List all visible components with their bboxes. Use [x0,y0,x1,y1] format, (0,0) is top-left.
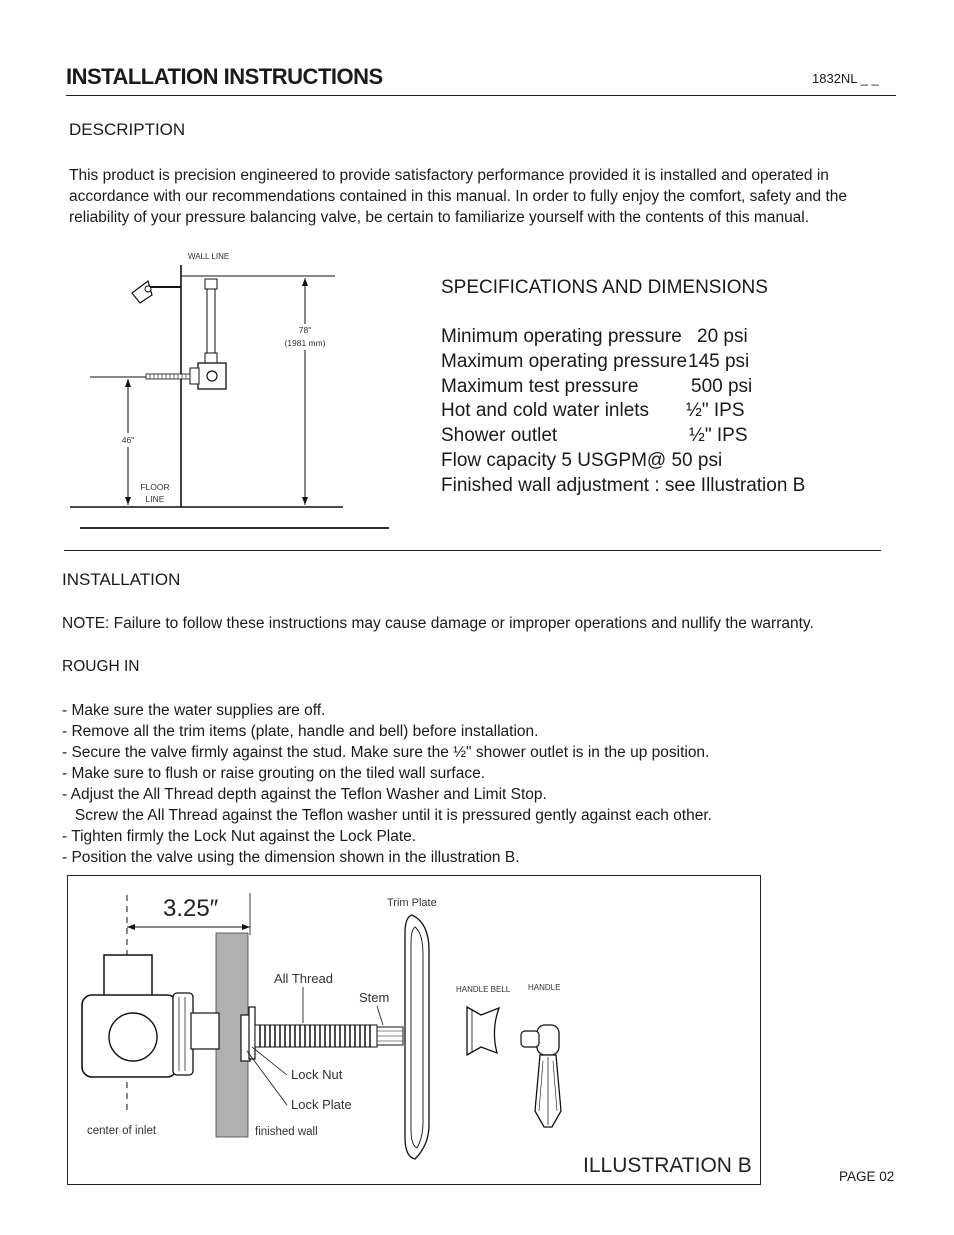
step-item: - Make sure the water supplies are off. [62,702,326,719]
trim-plate-icon [405,915,429,1159]
step-item: - Secure the valve firmly against the stud. Make sure the ½" shower outlet is in the up position. [62,744,710,761]
spec-label: Minimum operating pressure [441,326,682,347]
floor-label-1: FLOOR [140,482,170,492]
model-number: 1832NL _ _ [812,71,879,86]
handle-icon [521,1025,561,1127]
step-item: - Adjust the All Thread depth against the Teflon Washer and Limit Stop. [62,786,547,803]
step-item: - Remove all the trim items (plate, handle and bell) before installation. [62,723,539,740]
spec-value: ½" IPS [689,425,748,447]
arrow-right-icon [242,924,250,930]
illustration-caption: ILLUSTRATION B [583,1154,752,1177]
step-item: - Make sure to flush or raise grouting on the tiled wall surface. [62,765,486,782]
trim-plate-label: Trim Plate [387,897,437,909]
step-item: Screw the All Thread against the Teflon washer until it is pressured gently against each other. [62,807,712,824]
step-item: - Tighten firmly the Lock Nut against the Lock Plate. [62,828,417,845]
stem-label: Stem [359,990,390,1005]
installation-heading: INSTALLATION [62,570,181,589]
arrow-left-icon [127,924,135,930]
valve-body-icon [82,955,219,1077]
rough-in-steps [62,700,712,868]
illustration-b-diagram [67,875,761,1185]
spec-label: Flow capacity 5 USGPM@ 50 psi [441,449,723,471]
stem-leader [377,1006,383,1025]
arrow-down-icon [125,497,131,505]
handle-bell-label: HANDLE BELL [456,985,511,994]
rough-in-heading: ROUGH IN [62,658,140,675]
spec-label: Hot and cold water inlets [441,400,650,422]
height-label-in: 78" [298,325,312,335]
spec-label: Maximum test pressure [441,375,639,397]
arrow-down-icon [302,497,308,505]
arrow-up-icon [125,379,131,387]
valve-height-label: 46" [121,435,135,445]
spec-value: 20 psi [697,326,748,347]
handle-bell-icon [467,1007,499,1055]
shower-head-icon [132,281,181,303]
valve-stem-icon [146,374,190,379]
finished-wall-label: finished wall [255,1126,318,1138]
lock-plate-label: Lock Plate [291,1097,352,1112]
spec-label: Finished wall adjustment : see Illustration B [441,474,806,496]
arrow-up-icon [302,278,308,286]
section-divider [64,550,881,551]
lock-nut-label: Lock Nut [291,1067,343,1082]
spec-label: Maximum operating pressure [441,350,688,372]
all-thread-icon [255,1025,377,1047]
wall-line-label: WALL LINE [188,252,230,261]
spec-value: 145 psi [688,350,750,372]
dimension-label: 3.25″ [163,895,219,922]
description-heading: DESCRIPTION [69,120,186,139]
shower-elevation-diagram [60,245,400,535]
step-item: - Position the valve using the dimension shown in the illustration B. [62,849,520,866]
page-number: PAGE 02 [839,1169,895,1184]
header-divider [66,95,896,96]
installation-note: NOTE: Failure to follow these instructions may cause damage or improper operations and nullify the warranty. [62,615,814,632]
stem-icon [377,1027,403,1045]
lock-nut [249,1007,255,1059]
handle-label: HANDLE [528,983,561,992]
spec-label: Shower outlet [441,425,558,447]
riser-pipe [205,279,217,363]
spec-value: ½" IPS [686,400,745,422]
specs-heading: SPECIFICATIONS AND DIMENSIONS [441,277,768,298]
all-thread-label: All Thread [274,971,334,986]
valve-body-icon [190,363,226,389]
floor-label-2: LINE [145,494,165,504]
spec-value: 500 psi [691,375,753,397]
page-title: INSTALLATION INSTRUCTIONS [66,64,383,89]
height-label-mm: (1981 mm) [284,338,326,348]
center-of-inlet-label: center of inlet [87,1125,157,1137]
lock-nut-leader [252,1047,287,1075]
description-body: This product is precision engineered to provide satisfactory performance provided it is installed and operated in accordance with our recommendations contained in this manual. In order to fully enjoy the comfort, safety and the reliability of your pressure balancing valve, be certain to familiarize yourself with the contents of this manual. [69,167,848,226]
